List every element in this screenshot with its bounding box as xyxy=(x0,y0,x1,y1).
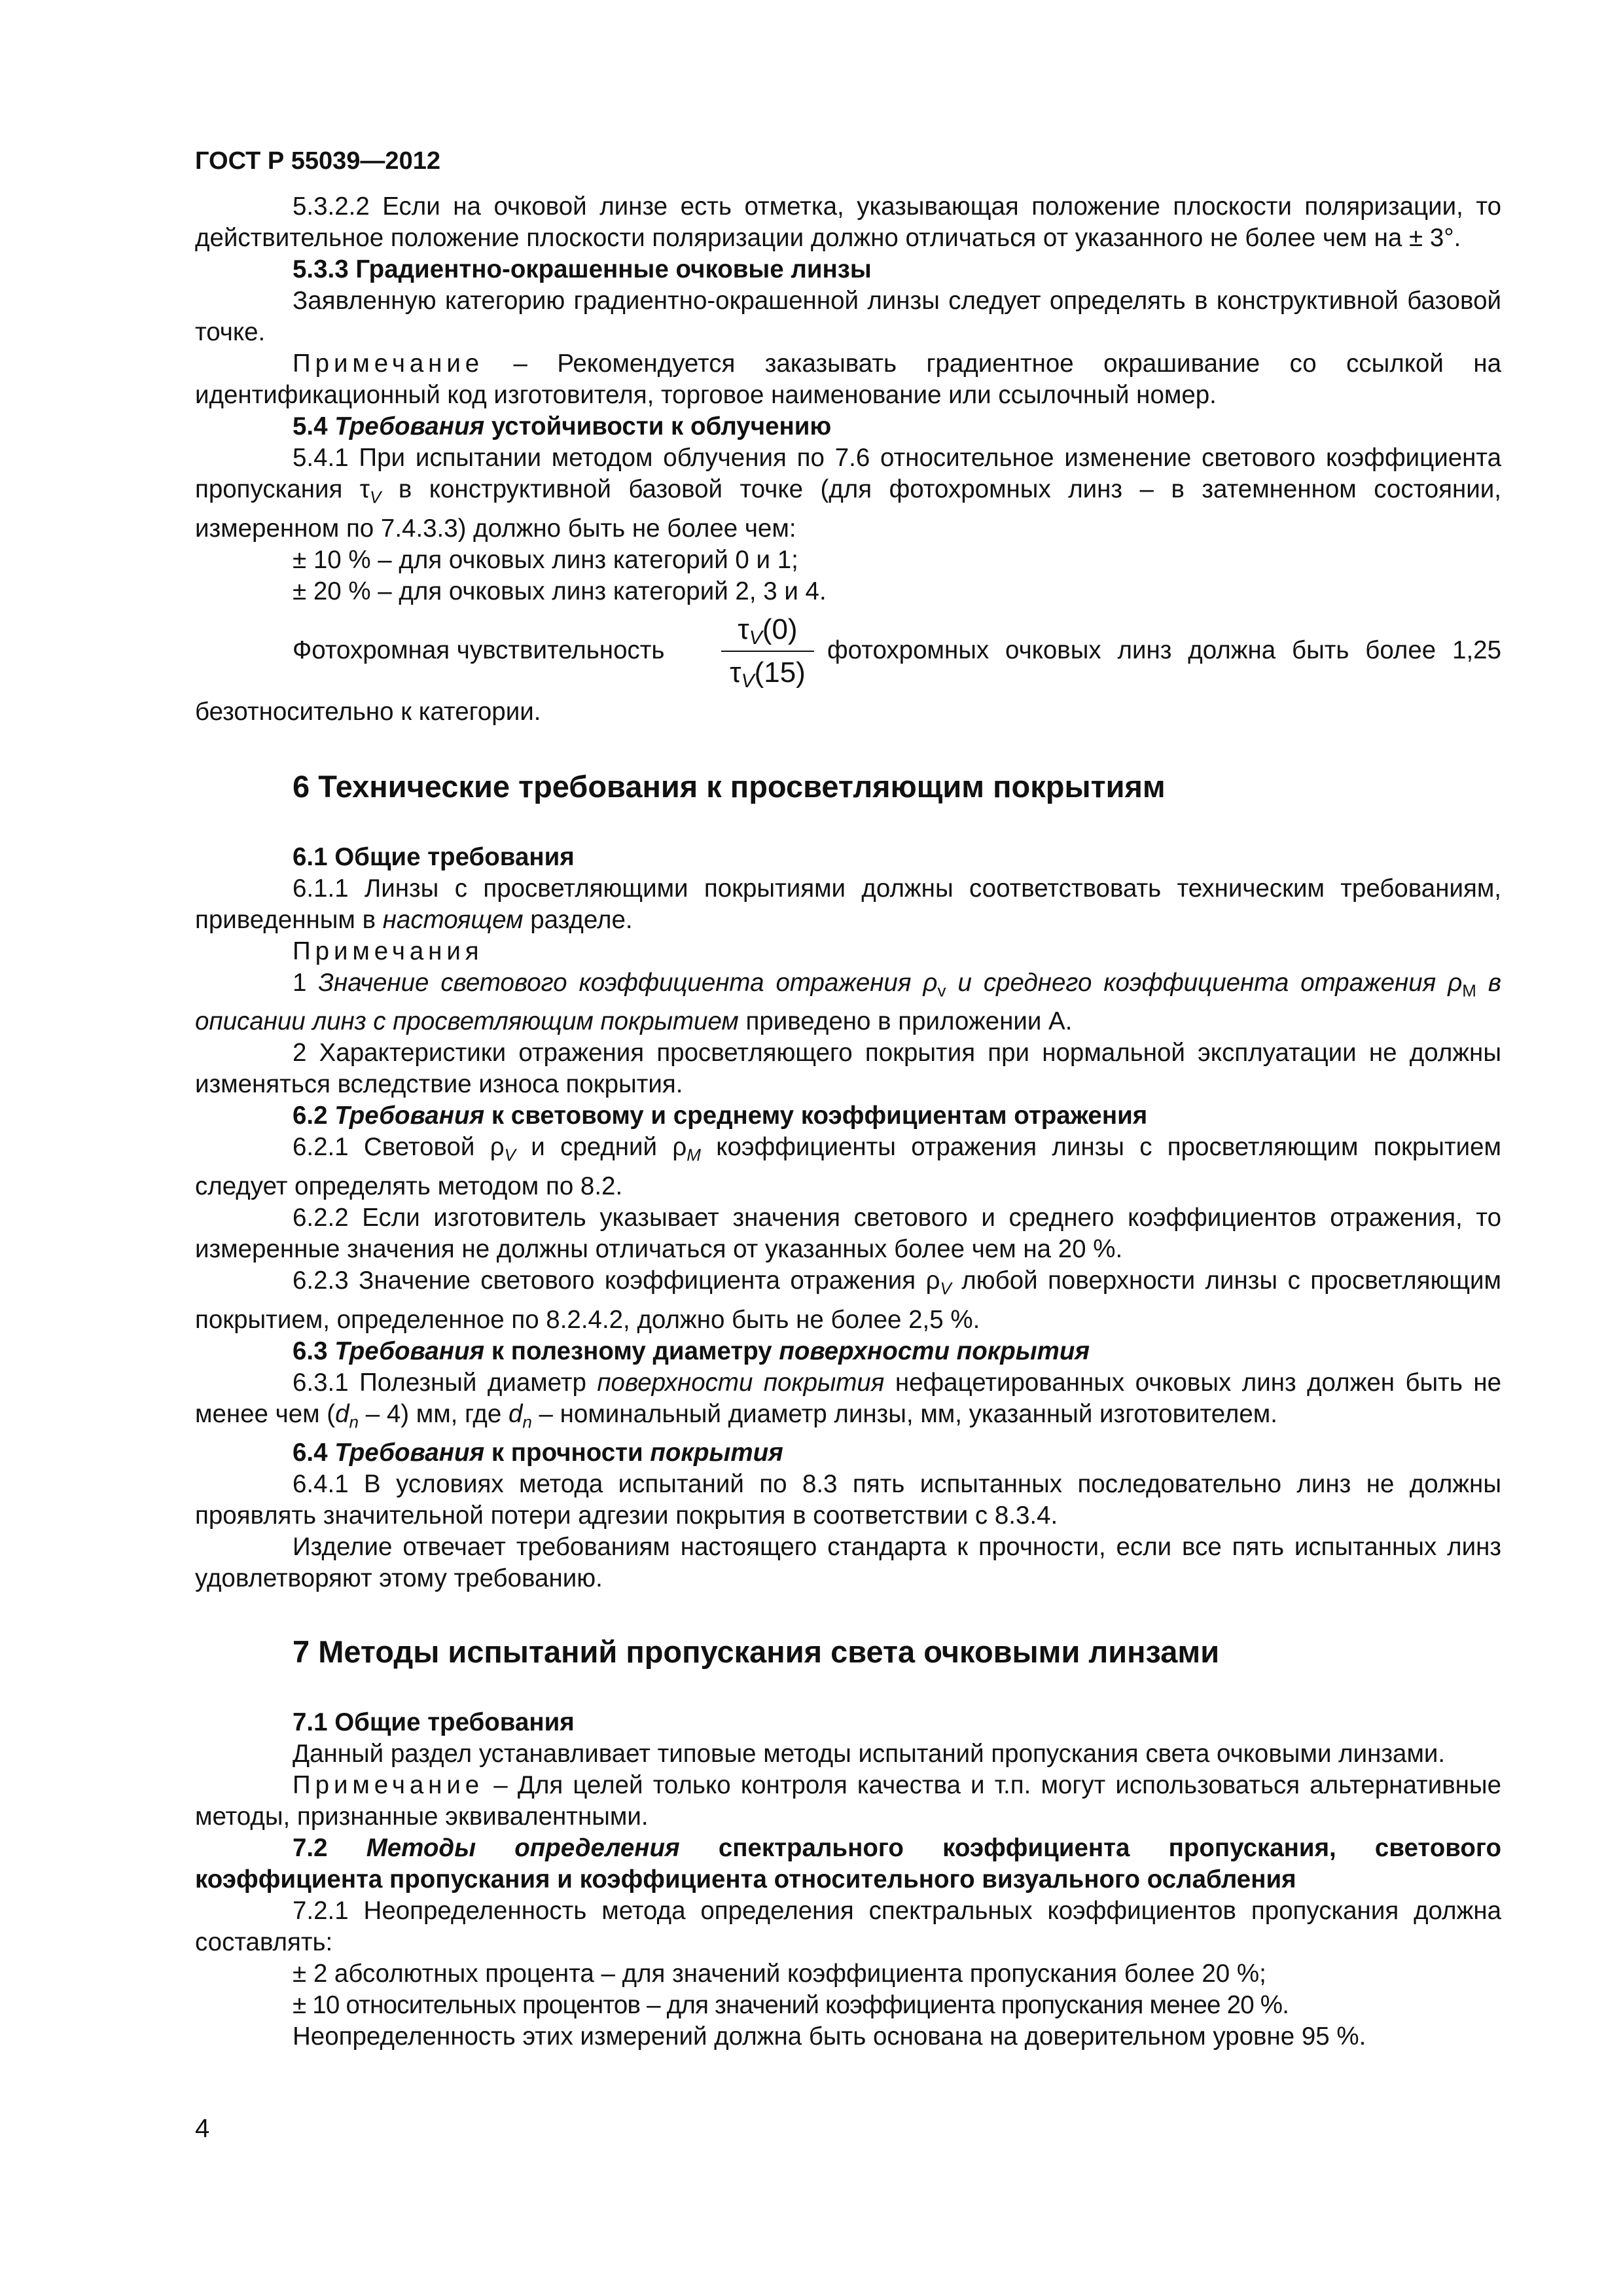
paragraph-5-3-3: Заявленную категорию градиентно-окрашенной линзы следует определять в конструктивной базовой точке. xyxy=(195,287,1501,346)
paragraph-7-2-1-cont: Неопределенность этих измерений должна быть основана на доверительном уровне 95 %. xyxy=(293,2022,1366,2051)
heading-number: 7.2 xyxy=(293,1834,366,1863)
list-item: ± 2 абсолютных процента – для значений коэффициента пропускания более 20 %; xyxy=(293,1960,1266,1988)
subscript: V xyxy=(370,487,382,507)
heading-rest: к прочности xyxy=(484,1439,651,1467)
italic-text: настоящем xyxy=(382,905,524,934)
text-part: коэффициенты отражения линзы с просветляющим покрытием следует определять методом по 8.2. xyxy=(195,1133,1501,1201)
text-part: и средний ρ xyxy=(515,1133,687,1162)
list-item: ± 20 % – для очковых линз категорий 2, 3 и 4. xyxy=(293,577,827,605)
text-part: разделе. xyxy=(523,905,633,934)
note-5-3-3 xyxy=(195,348,1501,411)
italic-text: и среднего коэффициента отражения ρ xyxy=(946,968,1463,997)
paragraph-7-1: Данный раздел устанавливает типовые методы испытаний пропускания света очковыми линзами. xyxy=(293,1740,1446,1768)
document-header: ГОСТ Р 55039—2012 xyxy=(195,147,440,175)
note-text: – Рекомендуется заказывать градиентное окрашивание со ссылкой на идентификационный код изготовителя, торговое наименование или ссылочный номер. xyxy=(195,350,1501,409)
italic-text: поверхности покрытия xyxy=(597,1368,885,1397)
text-part: приведено в приложении А. xyxy=(738,1007,1073,1036)
text-part: в конструктивной базовой точке (для фотохромных линз – в затемненном состоянии, измеренном по 7.4.3.3) должно быть не более чем: xyxy=(195,475,1501,543)
formula-label: Фотохромная чувствительность xyxy=(293,636,665,664)
heading-6-4 xyxy=(195,1437,1501,1469)
paragraph-6-2-3 xyxy=(195,1265,1501,1336)
heading-italic: Требования xyxy=(334,1102,485,1130)
text-part: – 4) мм, где xyxy=(359,1399,508,1428)
text-part: 1 xyxy=(293,968,319,997)
paragraph-6-2-1 xyxy=(195,1132,1501,1202)
subscript: M xyxy=(1462,980,1476,1001)
subscript: V xyxy=(940,1278,952,1299)
subscript: v xyxy=(937,980,946,1001)
heading-5-3-3: 5.3.3 Градиентно-окрашенные очковые линзы xyxy=(293,255,872,283)
heading-6-1: 6.1 Общие требования xyxy=(293,842,575,871)
text-part: 5.4.1 При испытании методом облучения по 7.6 относительное изменение светового коэффициента пропускания τ xyxy=(195,444,1501,503)
heading-6-3 xyxy=(195,1336,1501,1367)
paragraph-6-3-1 xyxy=(195,1367,1501,1438)
paragraph-6-1-1 xyxy=(195,873,1501,936)
italic-text: Значение светового коэффициента отражения ρ xyxy=(318,968,938,997)
fraction-bar xyxy=(721,651,814,652)
subscript: V xyxy=(741,670,755,692)
paragraph-6-4-1: 6.4.1 В условиях метода испытаний по 8.3 пять испытанных последовательно линз не должны проявлять значительной потери адгезии покрытия в соответствии с 8.3.4. xyxy=(195,1470,1501,1530)
heading-7-1: 7.1 Общие требования xyxy=(293,1708,575,1737)
heading-5-4 xyxy=(195,411,1501,442)
heading-italic: Требования xyxy=(334,1336,485,1365)
heading-rest: к световому и среднему коэффициентам отражения xyxy=(484,1102,1148,1130)
heading-6-2 xyxy=(195,1100,1501,1132)
fraction-denominator xyxy=(719,655,817,691)
heading-italic: Методы определения xyxy=(366,1834,680,1863)
paragraph-7-2-1: 7.2.1 Неопределенность метода определения спектральных коэффициентов пропускания должна составлять: xyxy=(195,1897,1501,1957)
subscript: n xyxy=(522,1412,532,1432)
document-page xyxy=(195,145,1501,2053)
heading-number: 6.2 xyxy=(293,1102,335,1130)
page-number: 4 xyxy=(195,2114,210,2143)
tau-symbol: τ xyxy=(738,613,749,645)
fraction xyxy=(719,611,817,691)
text-part: – номинальный диаметр линзы, мм, указанный изготовителем. xyxy=(531,1399,1277,1428)
heading-7-2 xyxy=(195,1833,1501,1895)
subscript: M xyxy=(687,1145,701,1166)
note-2: 2 Характеристики отражения просветляющего покрытия при нормальной эксплуатации не должны изменяться вследствие износа покрытия. xyxy=(195,1039,1501,1099)
heading-italic: поверхности покрытия xyxy=(779,1336,1090,1365)
section-6-title: 6 Технические требования к просветляющим покрытиям xyxy=(293,768,1166,804)
note-label: Примечание xyxy=(293,1771,484,1800)
argument: (0) xyxy=(762,613,798,645)
note-7-1 xyxy=(195,1770,1501,1833)
text-part: любой поверхности линзы с просветляющим покрытием, определенное по 8.2.4.2, должно быть не более 2,5 %. xyxy=(195,1266,1501,1334)
note-text: – Для целей только контроля качества и т.п. могут использоваться альтернативные методы, признанные эквивалентными. xyxy=(195,1771,1501,1831)
heading-number: 6.3 xyxy=(293,1336,335,1365)
italic-text: d xyxy=(335,1399,349,1428)
heading-italic: Требования xyxy=(334,1439,485,1467)
photochromic-formula-row xyxy=(195,611,1501,696)
list-item: ± 10 относительных процентов – для значений коэффициента пропускания менее 20 %. xyxy=(293,1991,1289,2020)
section-7-title: 7 Методы испытаний пропускания света очковыми линзами xyxy=(293,1634,1220,1670)
heading-number: 5.4 xyxy=(293,412,335,440)
fraction-numerator xyxy=(719,611,817,648)
paragraph-6-4-1-cont: Изделие отвечает требованиям настоящего стандарта к прочности, если все пять испытанных линз удовлетворяют этому требованию. xyxy=(195,1533,1501,1593)
paragraph-6-2-2: 6.2.2 Если изготовитель указывает значения светового и среднего коэффициентов отражения, то измеренные значения не должны отличаться от указанных более чем на 20 %. xyxy=(195,1204,1501,1264)
text-part: 6.2.1 Световой ρ xyxy=(293,1133,505,1162)
list-item: ± 10 % – для очковых линз категорий 0 и 1; xyxy=(293,545,798,574)
text-part: 6.3.1 Полезный диаметр xyxy=(293,1368,597,1397)
heading-italic: Требования xyxy=(334,412,485,440)
heading-number: 6.4 xyxy=(293,1439,335,1467)
subscript: n xyxy=(349,1412,359,1432)
heading-rest: устойчивости к облучению xyxy=(484,412,832,440)
italic-text: в описании линз с просветляющим покрытием xyxy=(195,968,1502,1036)
text-part: нефацетированных очковых линз должен быть не менее чем ( xyxy=(195,1368,1501,1428)
argument: (15) xyxy=(754,656,806,689)
subscript: V xyxy=(749,626,762,649)
italic-text: d xyxy=(508,1399,523,1428)
note-1 xyxy=(195,967,1501,1038)
formula-rest: фотохромных очковых линз должна быть более 1,25 xyxy=(827,636,1501,664)
text-part: 6.1.1 Линзы с просветляющими покрытиями должны соответствовать техническим требованиям, приведенным в xyxy=(195,874,1501,934)
notes-label: Примечания xyxy=(293,937,484,965)
tau-symbol: τ xyxy=(730,656,741,689)
heading-italic: покрытия xyxy=(650,1439,783,1467)
paragraph-5-4-1 xyxy=(195,442,1501,545)
subscript: V xyxy=(504,1145,516,1166)
heading-rest: к полезному диаметру xyxy=(484,1336,779,1365)
formula-continuation: безотносительно к категории. xyxy=(195,697,541,726)
text-part: 6.2.3 Значение светового коэффициента отражения ρ xyxy=(293,1266,940,1295)
heading-rest: спектрального коэффициента пропускания, светового коэффициента пропускания и коэффициента относительного визуального ослабления xyxy=(195,1834,1501,1894)
paragraph-5-3-2-2: 5.3.2.2 Если на очковой линзе есть отметка, указывающая положение плоскости поляризации, то действительное положение плоскости поляризации должно отличаться от указанного не более чем на ± 3°. xyxy=(195,192,1501,252)
note-label: Примечание xyxy=(293,350,484,378)
